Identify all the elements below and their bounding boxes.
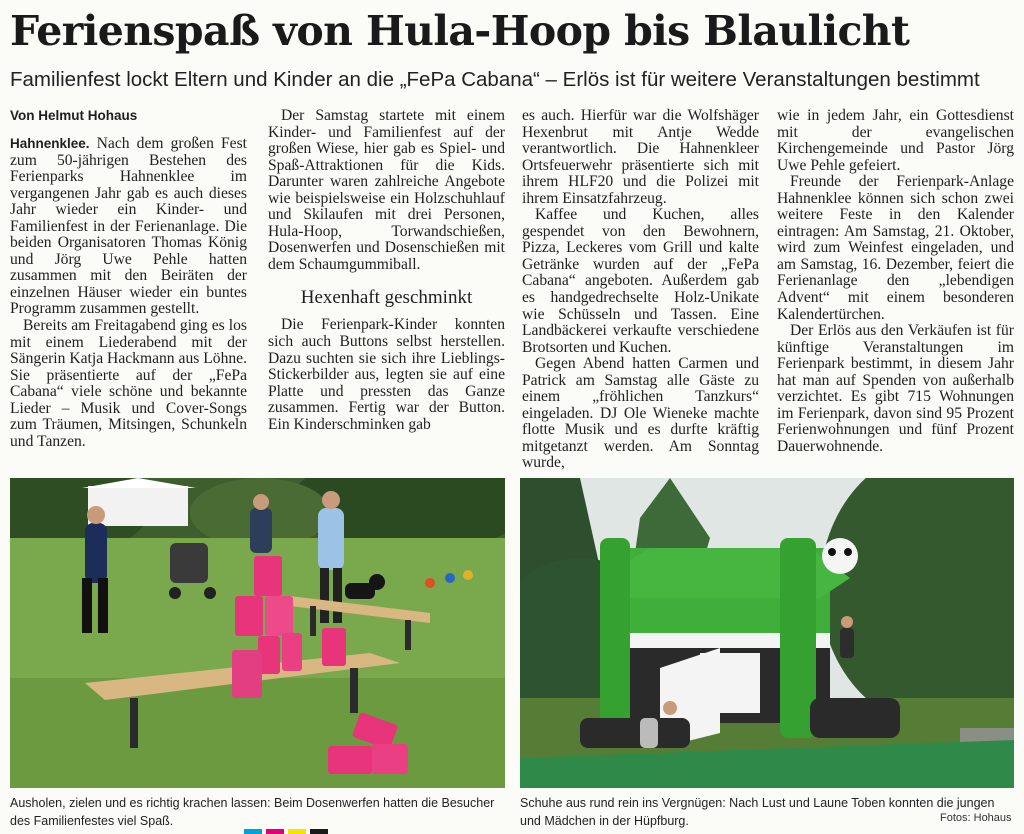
paragraph-text: Nach dem großen Fest zum 50-jährigen Bestehen des Ferienparks Hahnenklee im vergangenen Jahr gab es auch dieses Jahr wieder ein Kinder- und Familienfest in der Ferienanlage. Die beiden Organisatoren Thomas König und Jörg Uwe Pehle hatten zusammen mit den Beiräten der einzelnen Häuser wieder ein buntes Programm zusammen gestellt.	[10, 135, 247, 318]
paragraph: Der Samstag startete mit einem Kinder- und Familienfest auf der großen Wiese, hier gab es Spiel- und Spaß-Attraktionen für die Kids. Darunter waren zahlreiche Angebote wie beispielsweise ein Holzschuhlauf und Skilaufen mit drei Personen, Hula-Hoop, Torwandschießen, Dosenwerfen und Dosenschießen mit dem Schaumgummiball.	[268, 107, 505, 273]
paragraph	[10, 136, 247, 318]
paragraph: Kaffee und Kuchen, alles gespendet von den Bewohnern, Pizza, Leckeres vom Grill und kalte Getränke wurden auf der „FePa Cabana“ angeboten. Außerdem gab es handgedrechselte Holz-Unikate wie Schüsseln und Tassen. Eine Landbäckerei verkaufte verschiedene Brotsorten und Kuchen.	[522, 206, 759, 356]
article-column-4	[777, 108, 1014, 455]
paragraph: wie in jedem Jahr, ein Gottesdienst mit der evangelischen Kirchengemeinde und Pastor Jörg Uwe Pehle gefeiert.	[777, 107, 1014, 174]
article-column-1	[10, 108, 247, 450]
regmark-black	[310, 829, 328, 834]
byline: Von Helmut Hohaus	[10, 108, 138, 123]
photo-bouncy-castle-illustration	[520, 478, 1014, 788]
headline: Ferienspaß von Hula-Hoop bis Blaulicht	[10, 7, 910, 55]
photo-can-throwing	[10, 478, 505, 788]
section-subheading: Hexenhaft geschminkt	[300, 287, 473, 309]
photo-caption-1: Ausholen, zielen und es richtig krachen lassen: Beim Dosenwerfen hatten die Besucher des Familienfestes viel Spaß.	[10, 796, 495, 828]
paragraph: Der Erlös aus den Verkäufen ist für künftige Veranstaltungen im Ferienpark bestimmt, in diesem Jahr hat man auf Spenden von außerhalb verzichtet. Es gibt 715 Wohnungen im Ferienpark, davon sind 95 Prozent Ferienwohnungen und fünf Prozent Dauerwohnende.	[777, 322, 1014, 455]
regmark-cyan	[244, 829, 262, 834]
subheadline: Familienfest lockt Eltern und Kinder an die „FePa Cabana“ – Erlös ist für weitere Veranstaltungen bestimmt	[10, 68, 980, 91]
photo-can-throwing-illustration	[10, 478, 505, 788]
article-column-3	[522, 108, 759, 472]
paragraph: Die Ferienpark-Kinder konnten sich auch Buttons selbst herstellen. Dazu suchten sie sich ihre Lieblings-Stickerbilder aus, legten sie auf eine Platte und pressten das Ganze zusammen. Fertig war der Button. Ein Kinderschminken gab	[268, 316, 505, 433]
photo-caption-2: Schuhe aus rund rein ins Vergnügen: Nach Lust und Laune Toben konnten die jungen und Mädchen in der Hüpfburg.	[520, 796, 995, 828]
paragraph: Gegen Abend hatten Carmen und Patrick am Samstag alle Gäste zu einem „fröhlichen Tanzkurs“ eingeladen. DJ Ole Wieneke machte flotte Musik und es durfte kräftig mitgetanzt werden. Am Sonntag wurde,	[522, 355, 759, 472]
dateline: Hahnenklee.	[10, 136, 90, 151]
article-column-2	[268, 108, 505, 433]
photo-bouncy-castle	[520, 478, 1014, 788]
paragraph: es auch. Hierfür war die Wolfshäger Hexenbrut mit Antje Wedde verantwortlich. Die Hahnenkleer Ortsfeuerwehr präsentierte sich mit ihrem HLF20 und die Polizei mit ihrem Einsatzfahrzeug.	[522, 107, 759, 207]
regmark-magenta	[266, 829, 284, 834]
regmark-yellow	[288, 829, 306, 834]
photo-credit: Fotos: Hohaus	[940, 812, 1012, 824]
paragraph: Bereits am Freitagabend ging es los mit einem Liederabend mit der Sängerin Katja Hackmann aus Löhne. Sie präsentierte auf der „FePa Cabana“ viele schöne und bekannte Lieder – Musik und Cover-Songs zum Träumen, Mitsingen, Schunkeln und Tanzen.	[10, 317, 247, 450]
paragraph: Freunde der Ferienpark-Anlage Hahnenklee können sich schon zwei weitere Feste in den Kalender eintragen: Am Samstag, 21. Oktober, wird zum Weinfest eingeladen, und am Samstag, 16. Dezember, feiert die Ferienanlage den „lebendigen Advent“ mit einem besonderen Kalendertürchen.	[777, 173, 1014, 323]
print-registration-marks	[244, 829, 332, 834]
